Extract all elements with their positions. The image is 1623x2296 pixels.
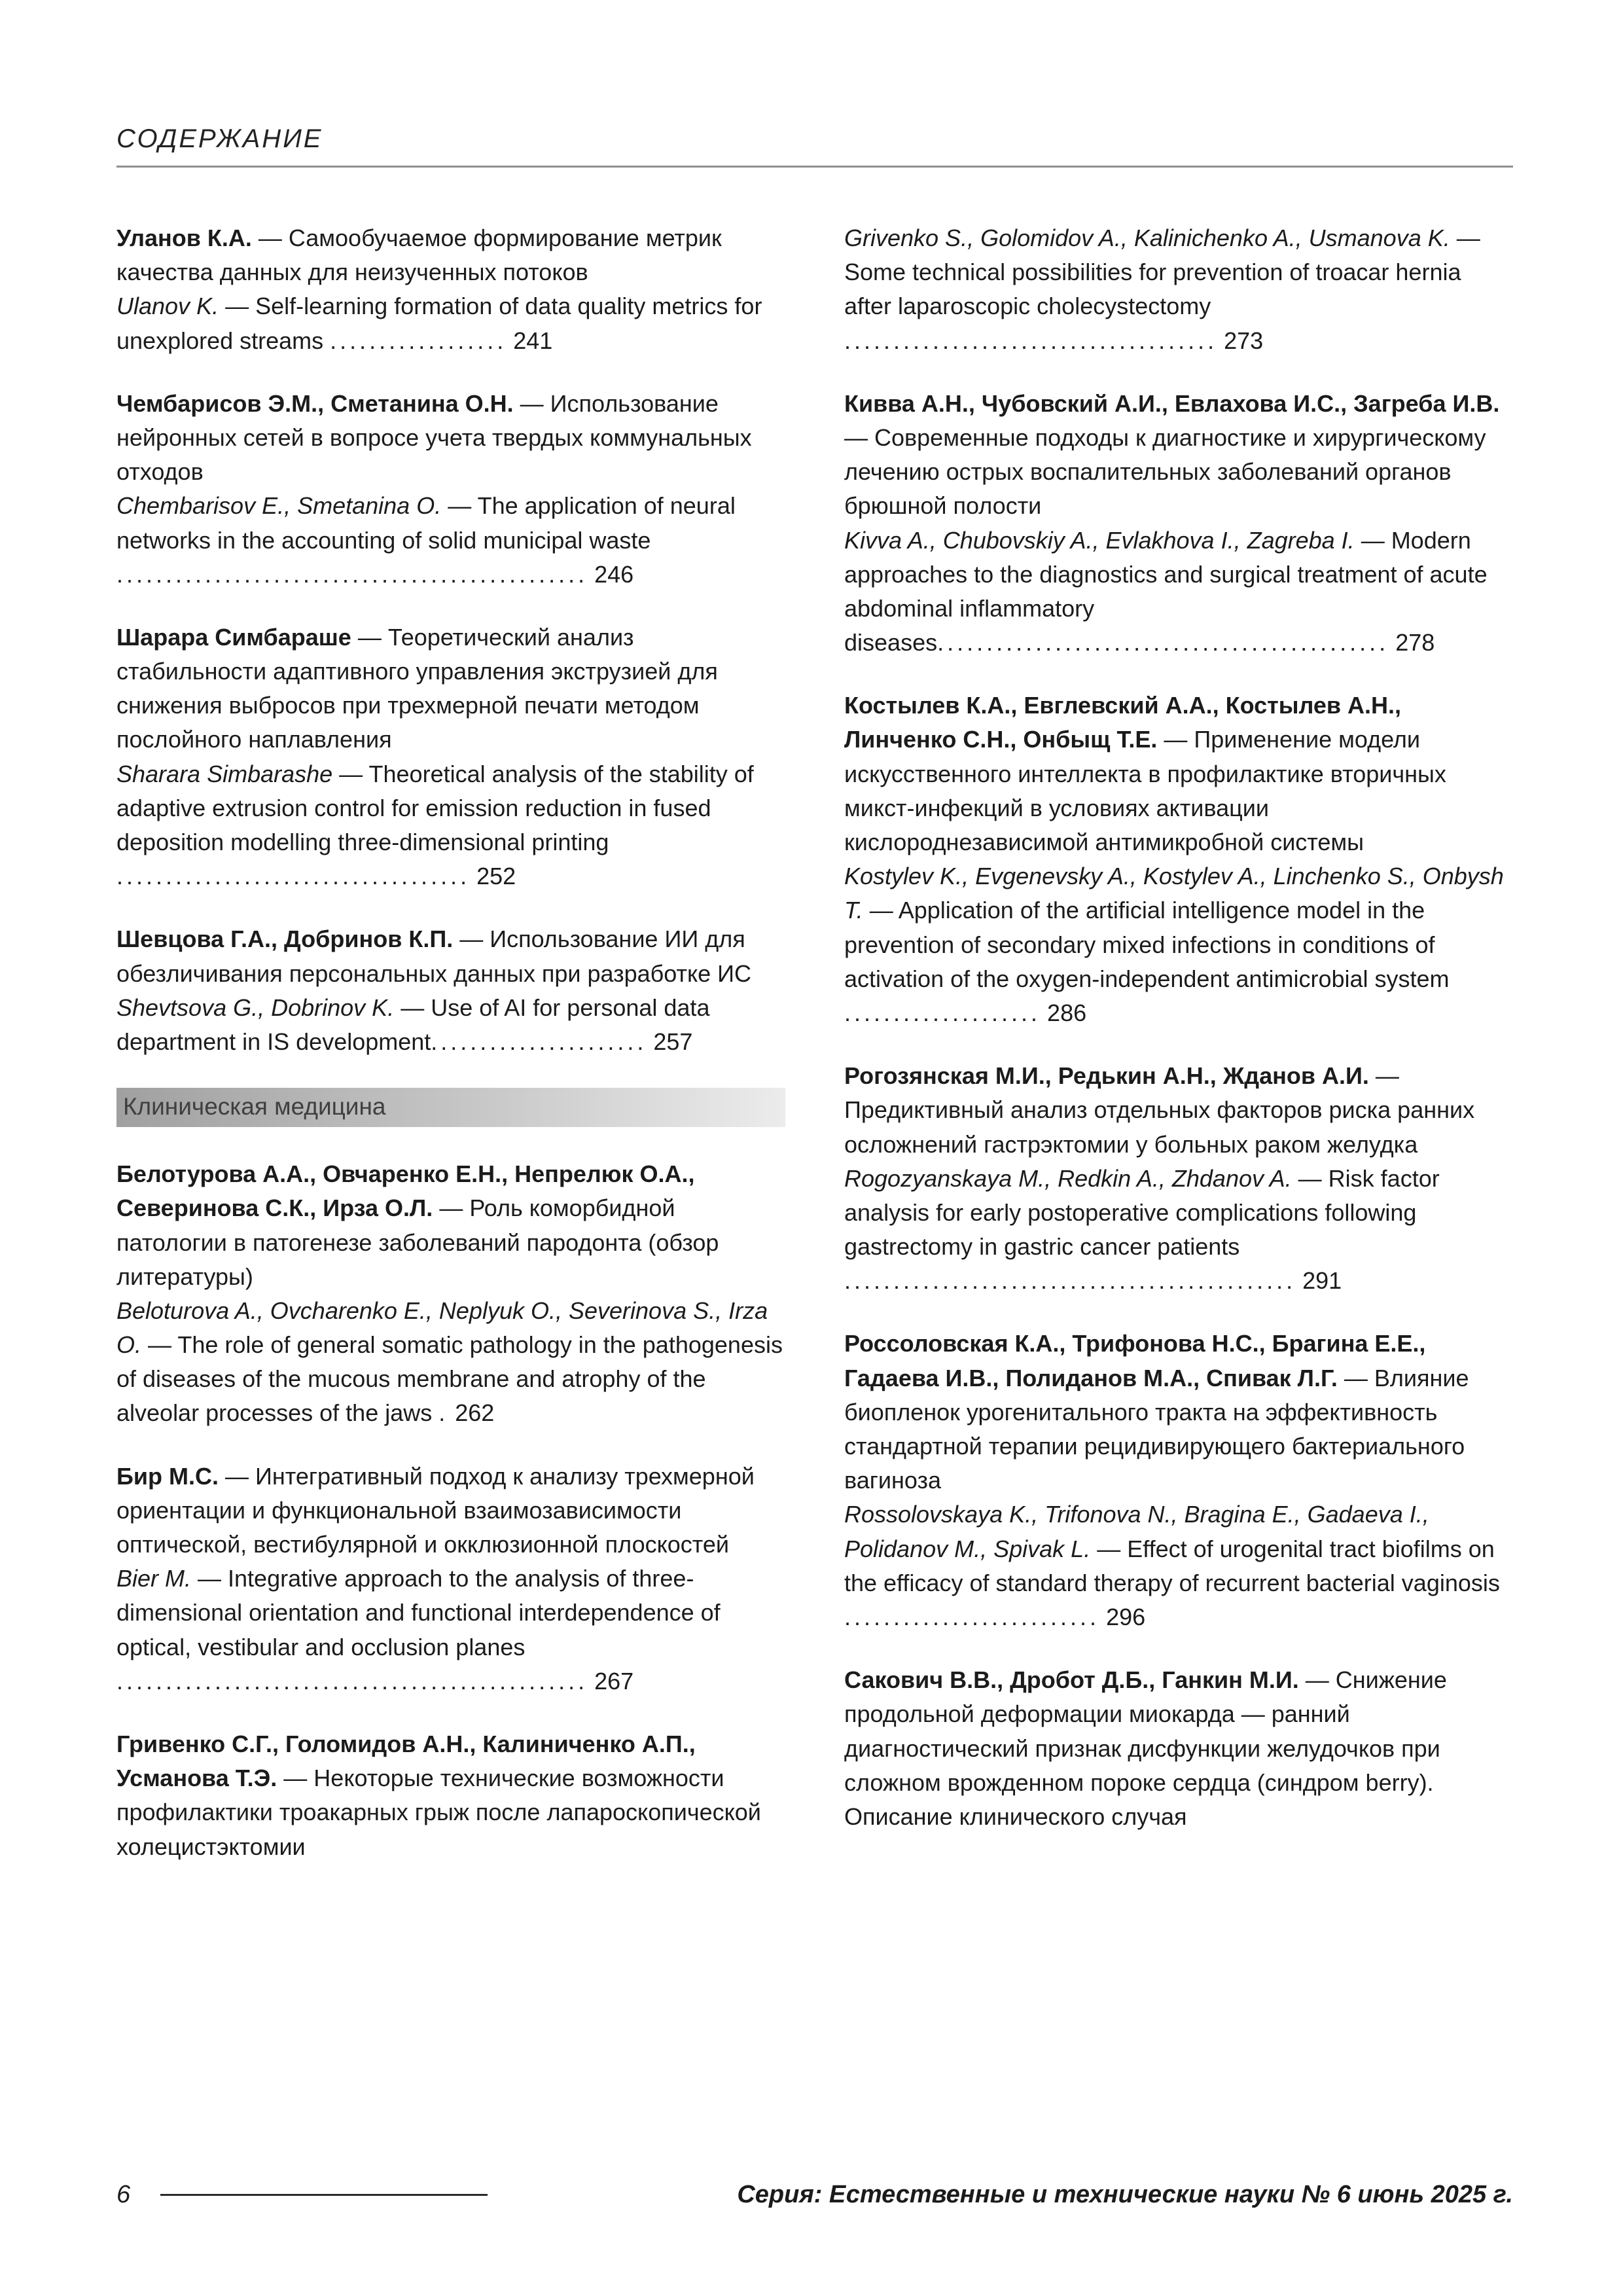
leader-dots: .............................................. <box>844 1267 1296 1295</box>
page-footer <box>116 2181 1513 2209</box>
page-ref: 278 <box>1389 629 1435 656</box>
entry-title: — The role of general somatic pathology in the pathogenesis of diseases of the mucous membrane and atrophy of the alveolar processes of the jaws <box>116 1331 783 1427</box>
entry-title: — Роль коморбидной патологии в патогенезе заболеваний пародонта (обзор литературы) <box>116 1194 719 1290</box>
entry-title: — Theoretical analysis of the stability of adaptive extrusion control for emission reduction in fused deposition modelling three-dimensional printing <box>116 760 754 855</box>
entry-title: — Self-learning formation of data quality metrics for unexplored streams <box>116 293 762 354</box>
entry-english-text <box>844 524 1513 660</box>
entry-authors-translit: Shevtsova G., Dobrinov K. <box>116 994 395 1021</box>
footer-rule <box>160 2194 488 2196</box>
page-number: 6 <box>116 2181 131 2208</box>
entry-authors-translit: Chembarisov E., Smetanina O. <box>116 492 442 520</box>
entry-title: — Самообучаемое формирование метрик качества данных для неизученных потоков <box>116 224 722 286</box>
entry-authors-translit: Rossolovskaya K., Trifonova N., Bragina E., Gadaeva I., Polidanov M., Spivak L. <box>844 1501 1429 1562</box>
entry-authors: Шарара Симбараше <box>116 623 351 651</box>
leader-dots: .............................................. <box>937 629 1389 656</box>
page-ref: 262 <box>448 1399 495 1427</box>
entry-title: — Применение модели искусственного интеллекта в профилактике вторичных микст-инфекций в условиях активации кислороднезависимой антимикробной системы <box>844 726 1446 855</box>
entry-english-text <box>116 289 785 357</box>
entry-russian-text <box>844 1663 1513 1834</box>
entry-english-text <box>116 757 785 894</box>
entry-russian-text <box>844 1059 1513 1162</box>
entry-russian-text <box>116 922 785 990</box>
entry-title: — Effect of urogenital tract biofilms on the efficacy of standard therapy of recurrent bacterial vaginosis <box>844 1535 1500 1596</box>
page-ref: 257 <box>647 1028 693 1055</box>
entry-authors: Уланов К.А. <box>116 224 252 251</box>
entry-english-text <box>116 489 785 592</box>
entry-title: — Risk factor analysis for early postoperative complications following gastrectomy in gastric cancer patients <box>844 1164 1440 1261</box>
header-rule <box>116 166 1513 168</box>
toc-entry <box>116 1157 785 1431</box>
leader-dots: ...................... <box>431 1028 647 1055</box>
entry-title: — Application of the artificial intelligence model in the prevention of secondary mixed infections in conditions of activation of the oxygen-independent antimicrobial system <box>844 897 1450 992</box>
toc-entry <box>844 387 1513 660</box>
entry-authors-translit: Kivva A., Chubovskiy A., Evlakhova I., Zagreba I. <box>844 526 1355 554</box>
toc-entry <box>116 620 785 894</box>
leader-dots: ...................................... <box>844 327 1218 354</box>
page-ref: 286 <box>1041 999 1087 1026</box>
entry-russian-text <box>844 1327 1513 1498</box>
entry-title: — Влияние биопленок урогенитального тракта на эффективность стандартной терапии рецидивирующего бактериального вагиноза <box>844 1364 1469 1494</box>
entry-authors: Шевцова Г.А., Добринов К.П. <box>116 925 454 953</box>
section-header: Клиническая медицина <box>116 1088 785 1127</box>
entry-russian-text <box>116 387 785 490</box>
entry-english-text <box>116 1294 785 1431</box>
leader-dots: .......................... <box>844 1603 1100 1630</box>
entry-english-text <box>116 991 785 1059</box>
page-ref: 273 <box>1217 327 1264 354</box>
entry-authors: Чембарисов Э.М., Сметанина О.Н. <box>116 389 514 417</box>
entry-english-text <box>116 1562 785 1698</box>
toc-entry <box>116 1460 785 1698</box>
page-ref: 252 <box>470 863 516 890</box>
leader-dots: . <box>438 1399 449 1427</box>
left-column <box>116 221 785 2126</box>
entry-russian-text <box>844 387 1513 524</box>
toc-entry <box>844 689 1513 1030</box>
entry-english-text <box>844 221 1513 358</box>
entry-authors: Гривенко С.Г., Голомидов А.Н., Калиниченко А.П., Усманова Т.Э. <box>116 1730 696 1792</box>
entry-russian-text <box>116 221 785 289</box>
entry-russian-text <box>116 1727 785 1864</box>
entry-title: — Integrative approach to the analysis of three-dimensional orientation and functional interdependence of optical, vestibular and occlusion planes <box>116 1565 721 1660</box>
page-header <box>116 124 1513 168</box>
entry-authors: Сакович В.В., Дробот Д.Б., Ганкин М.И. <box>844 1666 1299 1694</box>
entry-authors-translit: Grivenko S., Golomidov A., Kalinichenko A., Usmanova K. <box>844 224 1450 251</box>
leader-dots: .................................... <box>116 863 471 890</box>
entry-english-text <box>844 1162 1513 1299</box>
toc-entry <box>844 1059 1513 1298</box>
entry-authors-translit: Ulanov K. <box>116 293 219 320</box>
leader-dots: .................... <box>844 999 1041 1026</box>
entry-russian-text <box>116 1460 785 1562</box>
toc-columns <box>116 221 1513 2126</box>
toc-entry <box>116 1727 785 1864</box>
entry-title: — Интегративный подход к анализу трехмерной ориентации и функциональной взаимозависимости оптической, вестибулярной и окклюзионной плоскостей <box>116 1462 755 1558</box>
series-title: Серия: Естественные и технические науки № 6 июнь 2025 г. <box>737 2181 1513 2208</box>
entry-title: — Некоторые технические возможности профилактики троакарных грыж после лапароскопической холецистэктомии <box>116 1765 761 1860</box>
entry-english-text <box>844 1498 1513 1634</box>
toc-entry <box>116 922 785 1059</box>
contents-title: СОДЕРЖАНИЕ <box>116 124 323 153</box>
entry-authors: Белотурова А.А., Овчаренко Е.Н., Непрелюк О.А., Северинова С.К., Ирза О.Л. <box>116 1160 695 1222</box>
entry-title: — Use of AI for personal data department in IS development <box>116 994 710 1055</box>
page-ref: 296 <box>1099 1603 1146 1630</box>
page-ref: 246 <box>588 560 634 588</box>
entry-authors: Костылев К.А., Евглевский А.А., Костылев А.Н., Линченко С.Н., Онбыщ Т.Е. <box>844 692 1402 753</box>
leader-dots: ................................................ <box>116 560 588 588</box>
entry-authors: Кивва А.Н., Чубовский А.И., Евлахова И.С., Загреба И.В. <box>844 389 1500 417</box>
page-ref: 291 <box>1296 1267 1342 1295</box>
toc-entry <box>844 1663 1513 1834</box>
right-column <box>844 221 1513 2126</box>
entry-title: — Снижение продольной деформации миокарда — ранний диагностический признак дисфункции желудочков при сложном врожденном пороке сердца (синдром berry). Описание клинического случая <box>844 1666 1447 1830</box>
entry-title: — Использование ИИ для обезличивания персональных данных при разработке ИС <box>116 925 752 987</box>
page-ref: 267 <box>588 1667 634 1695</box>
entry-title: — Теоретический анализ стабильности адаптивного управления экструзией для снижения выбросов при трехмерной печати методом послойного наплавления <box>116 623 718 753</box>
page-ref: 241 <box>507 327 553 354</box>
entry-authors-translit: Kostylev K., Evgenevsky A., Kostylev A., Linchenko S., Onbysh T. <box>844 863 1504 924</box>
entry-title: — Modern approaches to the diagnostics and surgical treatment of acute abdominal inflammatory diseases <box>844 526 1488 656</box>
entry-authors-translit: Rogozyanskaya M., Redkin A., Zhdanov A. <box>844 1164 1292 1192</box>
entry-authors-translit: Sharara Simbarashe <box>116 760 333 787</box>
entry-authors: Россоловская К.А., Трифонова Н.С., Брагина Е.Е., Гадаева И.В., Полиданов М.А., Спивак Л.Г. <box>844 1330 1426 1391</box>
entry-title: — Современные подходы к диагностике и хирургическому лечению острых воспалительных заболеваний органов брюшной полости <box>844 423 1486 520</box>
entry-authors-translit: Beloturova A., Ovcharenko E., Neplyuk O., Severinova S., Irza O. <box>116 1297 768 1359</box>
entry-russian-text <box>116 1157 785 1294</box>
entry-authors-translit: Bier M. <box>116 1565 192 1592</box>
entry-authors: Бир М.С. <box>116 1462 219 1490</box>
toc-entry <box>844 1327 1513 1634</box>
leader-dots: .................. <box>330 327 507 354</box>
leader-dots: ................................................ <box>116 1667 588 1695</box>
toc-entry <box>116 387 785 592</box>
entry-title: — Использование нейронных сетей в вопросе учета твердых коммунальных отходов <box>116 389 752 486</box>
entry-title: — Предиктивный анализ отдельных факторов риска ранних осложнений гастрэктомии у больных раком желудка <box>844 1062 1475 1158</box>
entry-russian-text <box>844 689 1513 859</box>
entry-authors: Рогозянская М.И., Редькин А.Н., Жданов А.И. <box>844 1062 1369 1090</box>
entry-russian-text <box>116 620 785 757</box>
toc-entry <box>116 221 785 358</box>
entry-title: — The application of neural networks in the accounting of solid municipal waste <box>116 492 736 554</box>
toc-entry <box>844 221 1513 358</box>
entry-title: — Some technical possibilities for prevention of troacar hernia after laparoscopic cholecystectomy <box>844 224 1480 320</box>
entry-english-text <box>844 859 1513 1030</box>
